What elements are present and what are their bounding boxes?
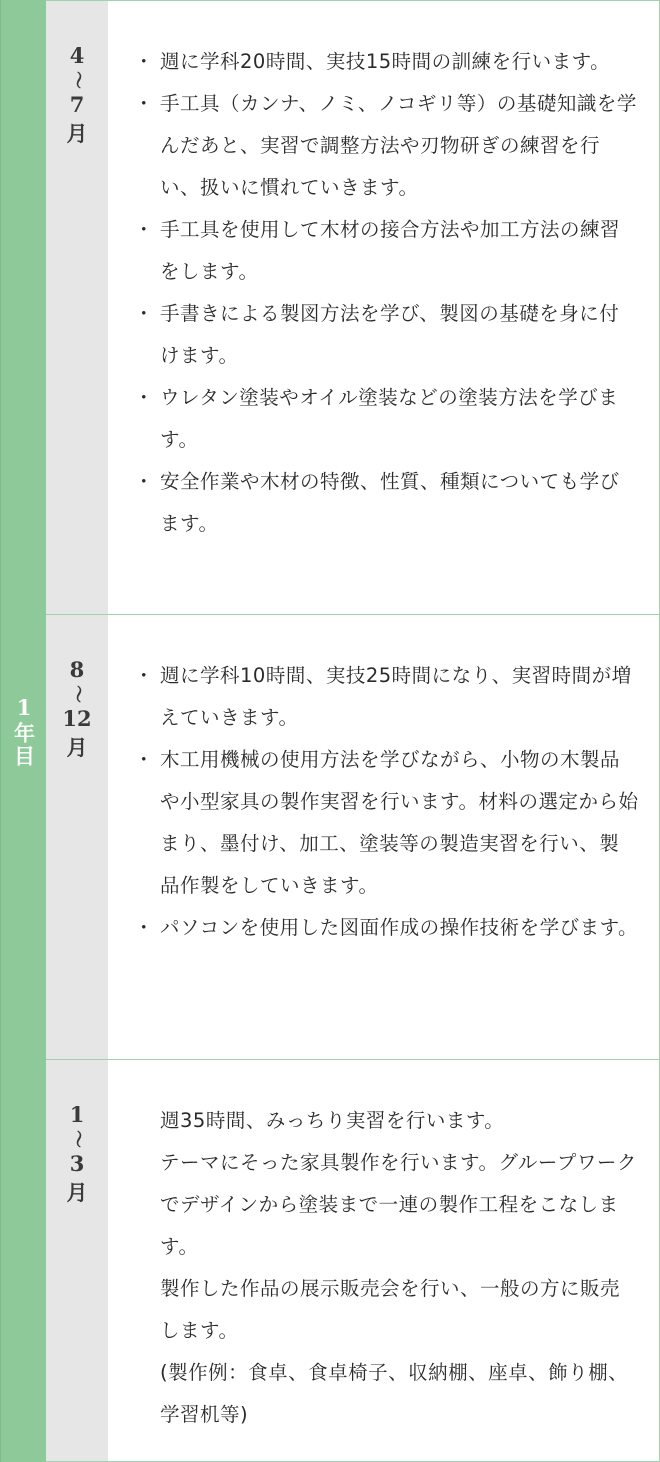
period-tilde: 〜 <box>67 71 88 89</box>
period-tilde: 〜 <box>66 685 88 703</box>
period-end: 7 <box>69 92 85 117</box>
paragraph: 週35時間、みっちり実習を行います。 <box>160 1109 505 1132</box>
list-item: ・ ウレタン塗装やオイル塗装などの塗装方法を学びます。 <box>134 377 639 461</box>
period-row-apr-jul <box>46 1 659 614</box>
list-item: ・ 木工用機械の使用方法を学びながら、小物の木製品や小型家具の製作実習を行います。材料の選定から始まり、墨付け、加工、塗装等の製造実習を行い、製品作製をしていきます。 <box>134 739 639 907</box>
list-item: ・ 手書きによる製図方法を学び、製図の基礎を身に付けます。 <box>134 293 639 377</box>
list-item: ・ パソコンを使用した図面作成の操作技術を学びます。 <box>134 907 639 949</box>
paragraph: 製作した作品の展示販売会を行い、一般の方に販売します。 <box>160 1277 621 1342</box>
list-item: ・ 安全作業や木材の特徴、性質、種類についても学びます。 <box>134 461 639 545</box>
period-rows <box>46 0 660 1462</box>
period-unit: 月 <box>66 1180 88 1205</box>
period-start: 4 <box>69 43 85 68</box>
paragraph: (製作例：食卓、食卓椅子、収納棚、座卓、飾り棚、学習机等) <box>160 1361 629 1426</box>
period-row-jan-mar <box>46 1059 659 1461</box>
content-cell <box>108 1 659 614</box>
list-item: ・ 手工具を使用して木材の接合方法や加工方法の練習をします。 <box>134 209 639 293</box>
period-label <box>67 41 88 614</box>
period-end: 12 <box>62 706 92 731</box>
period-cell <box>46 1060 108 1461</box>
bullet-list <box>134 655 639 949</box>
content-cell <box>108 615 659 1059</box>
period-tilde: 〜 <box>67 1130 88 1148</box>
list-item: ・ 手工具（カンナ、ノミ、ノコギリ等）の基礎知識を学んだあと、実習で調整方法や刃物研ぎの練習を行い、扱いに慣れていきます。 <box>134 83 639 209</box>
period-unit: 月 <box>66 121 88 146</box>
list-item: ・ 週に学科20時間、実技15時間の訓練を行います。 <box>134 41 639 83</box>
paragraph-block <box>134 1100 639 1436</box>
period-start: 1 <box>69 1102 85 1127</box>
year-label: 1年目 <box>11 694 37 768</box>
period-row-aug-dec <box>46 614 659 1059</box>
period-end: 3 <box>69 1151 85 1176</box>
year-column <box>0 0 46 1462</box>
period-cell <box>46 615 108 1059</box>
period-cell <box>46 1 108 614</box>
bullet-list <box>134 41 639 545</box>
paragraph: テーマにそった家具製作を行います。グループワークでデザインから塗装まで一連の製作工程をこなします。 <box>160 1151 637 1258</box>
period-label <box>67 1100 88 1461</box>
period-label <box>62 655 91 1059</box>
period-unit: 月 <box>66 735 88 760</box>
content-cell <box>108 1060 659 1461</box>
list-item: ・ 週に学科10時間、実技25時間になり、実習時間が増えていきます。 <box>134 655 639 739</box>
period-start: 8 <box>69 657 85 682</box>
